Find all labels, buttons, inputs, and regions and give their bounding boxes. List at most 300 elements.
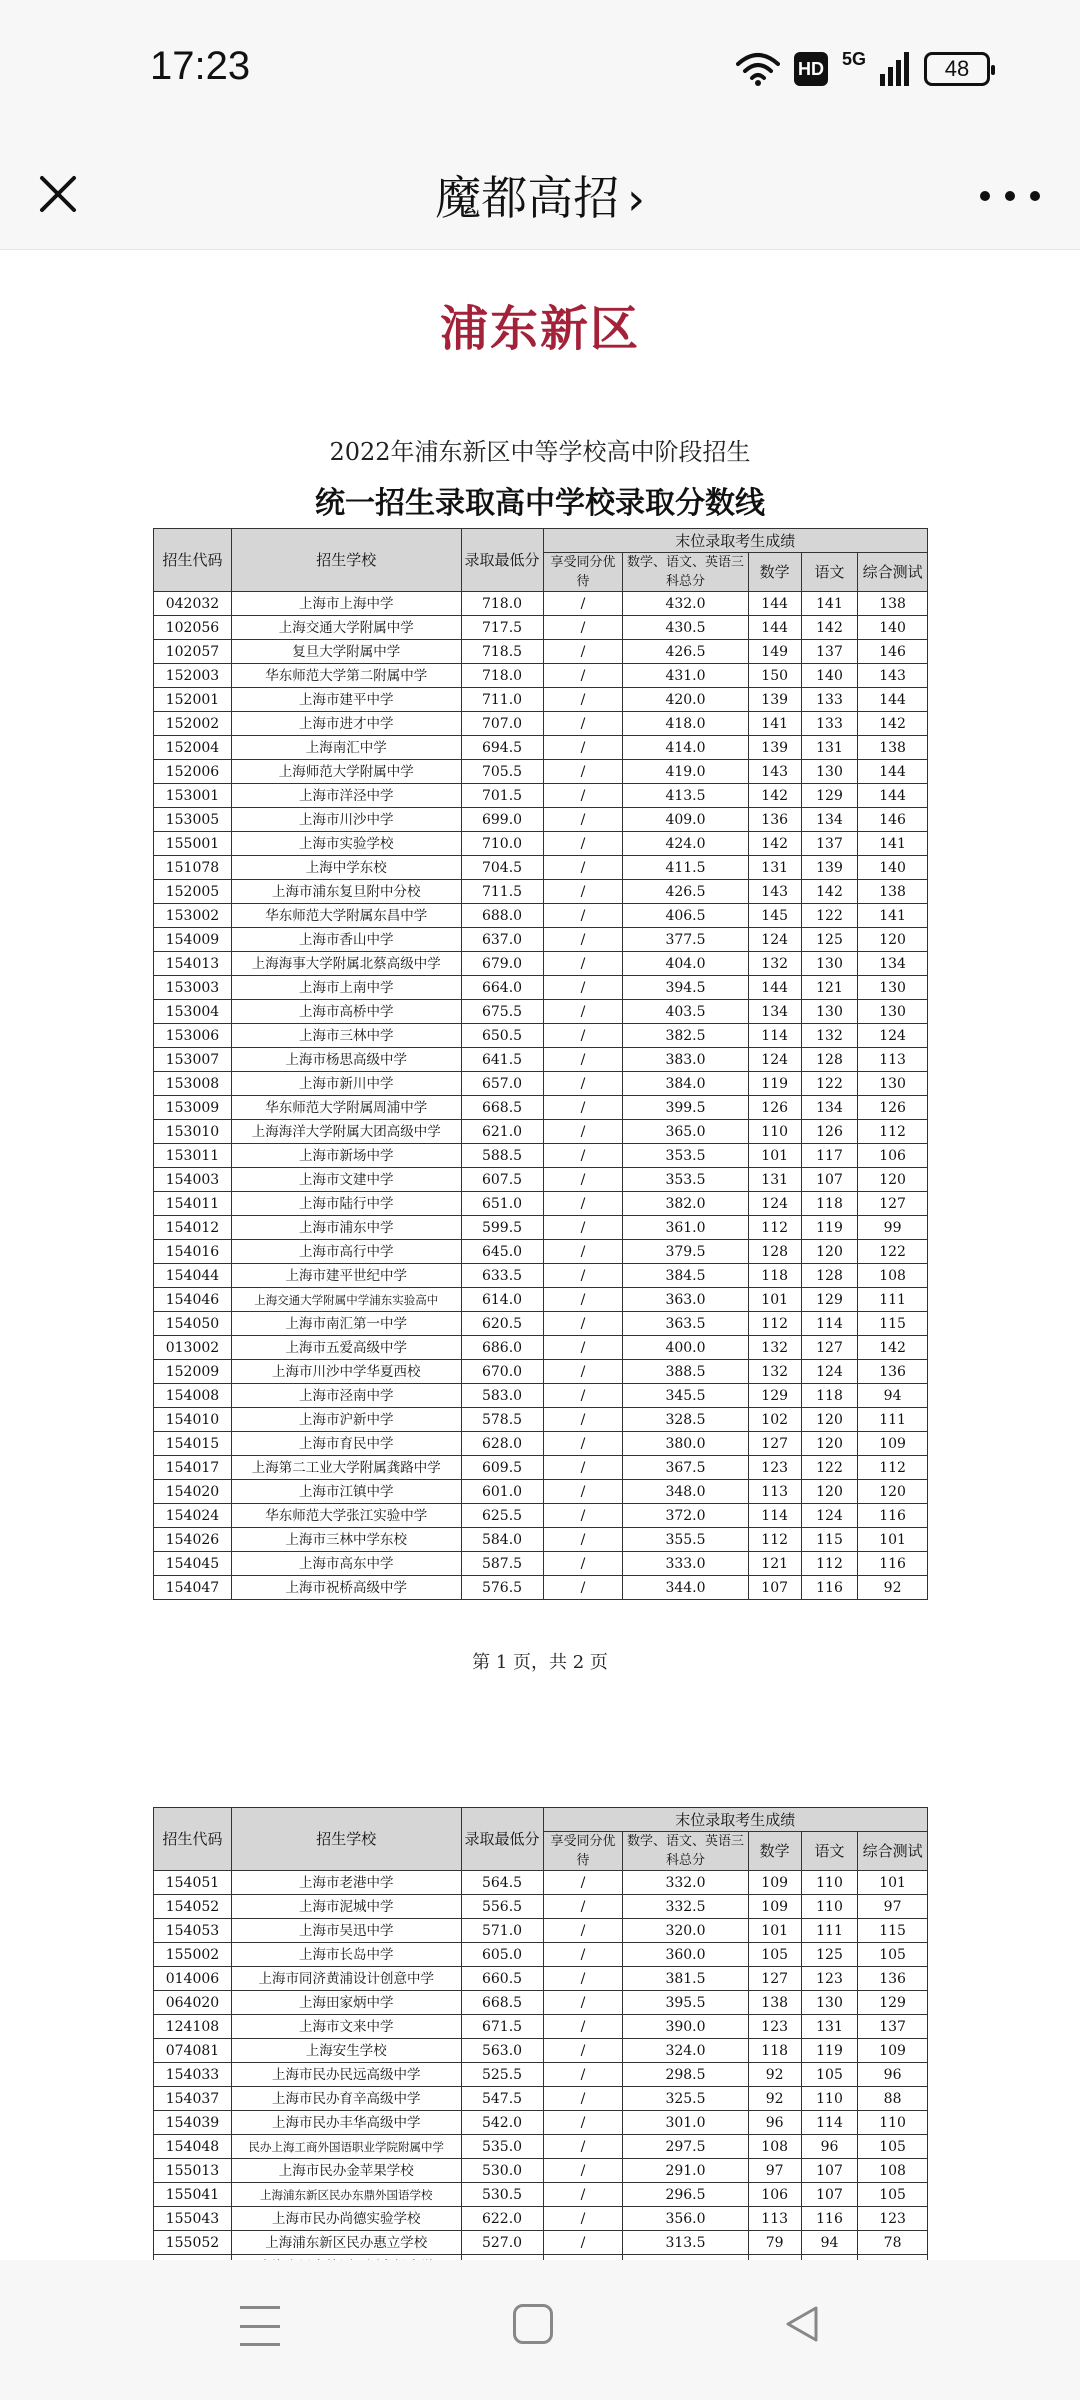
row-chinese: 120 <box>801 1480 857 1504</box>
row-priority: / <box>543 1000 623 1024</box>
row-code: 155043 <box>154 2207 232 2231</box>
row-school: 上海交通大学附属中学 <box>231 616 461 640</box>
row-school: 上海南汇中学 <box>231 736 461 760</box>
row-min-score: 620.5 <box>461 1312 543 1336</box>
header-min-score: 录取最低分 <box>461 1808 543 1871</box>
row-priority: / <box>543 664 623 688</box>
row-priority: / <box>543 2231 623 2255</box>
row-priority: / <box>543 1312 623 1336</box>
row-composite: 105 <box>858 2135 928 2159</box>
row-min-score: 657.0 <box>461 1072 543 1096</box>
table-row <box>154 1504 928 1528</box>
row-code: 153002 <box>154 904 232 928</box>
row-min-score: 705.5 <box>461 760 543 784</box>
row-school: 上海市实验学校 <box>231 832 461 856</box>
row-min-score: 688.0 <box>461 904 543 928</box>
row-math: 79 <box>748 2231 801 2255</box>
row-composite: 127 <box>858 1192 928 1216</box>
row-three-total: 301.0 <box>623 2111 748 2135</box>
row-school: 上海市高行中学 <box>231 1240 461 1264</box>
row-priority: / <box>543 1504 623 1528</box>
row-math: 124 <box>748 1192 801 1216</box>
table-row <box>154 2087 928 2111</box>
row-min-score: 670.0 <box>461 1360 543 1384</box>
table-row <box>154 1096 928 1120</box>
row-math: 149 <box>748 640 801 664</box>
row-composite: 122 <box>858 1240 928 1264</box>
table-row <box>154 1168 928 1192</box>
row-three-total: 403.5 <box>623 1000 748 1024</box>
row-composite: 142 <box>858 712 928 736</box>
row-chinese: 134 <box>801 808 857 832</box>
row-three-total: 361.0 <box>623 1216 748 1240</box>
row-chinese: 123 <box>801 1967 857 1991</box>
row-min-score: 530.5 <box>461 2183 543 2207</box>
row-priority: / <box>543 832 623 856</box>
row-code: 013002 <box>154 1336 232 1360</box>
row-min-score: 718.0 <box>461 664 543 688</box>
row-chinese: 124 <box>801 1504 857 1528</box>
table-row <box>154 2135 928 2159</box>
row-chinese: 122 <box>801 1456 857 1480</box>
row-min-score: 609.5 <box>461 1456 543 1480</box>
row-composite: 141 <box>858 904 928 928</box>
document-title: 统一招生录取高中学校录取分数线 <box>315 486 765 521</box>
row-three-total: 388.5 <box>623 1360 748 1384</box>
row-three-total: 345.5 <box>623 1384 748 1408</box>
row-chinese: 94 <box>801 2231 857 2255</box>
row-min-score: 527.0 <box>461 2231 543 2255</box>
row-school: 上海市老港中学 <box>231 1871 461 1895</box>
row-composite: 138 <box>858 880 928 904</box>
row-priority: / <box>543 1216 623 1240</box>
row-composite: 78 <box>858 2231 928 2255</box>
row-three-total: 424.0 <box>623 832 748 856</box>
row-school: 上海市新川中学 <box>231 1072 461 1096</box>
row-math: 144 <box>748 616 801 640</box>
header-composite: 综合测试 <box>858 553 928 592</box>
row-math: 101 <box>748 1144 801 1168</box>
row-code: 152004 <box>154 736 232 760</box>
row-three-total: 298.5 <box>623 2063 748 2087</box>
table-row <box>154 1240 928 1264</box>
row-math: 119 <box>748 1072 801 1096</box>
row-min-score: 587.5 <box>461 1552 543 1576</box>
row-composite: 112 <box>858 1120 928 1144</box>
row-chinese: 111 <box>801 1919 857 1943</box>
row-math: 123 <box>748 2015 801 2039</box>
header-priority: 享受同分优待 <box>543 553 623 592</box>
table-row <box>154 2015 928 2039</box>
table-row <box>154 832 928 856</box>
table-row <box>154 880 928 904</box>
row-school: 上海市民办尚德实验学校 <box>231 2207 461 2231</box>
row-school: 上海安生学校 <box>231 2039 461 2063</box>
row-composite: 120 <box>858 1168 928 1192</box>
row-school: 上海市高东中学 <box>231 1552 461 1576</box>
table-row <box>154 1528 928 1552</box>
row-school: 上海市文来中学 <box>231 2015 461 2039</box>
row-chinese: 126 <box>801 1120 857 1144</box>
row-code: 154016 <box>154 1240 232 1264</box>
row-school: 民办上海工商外国语职业学院附属中学 <box>231 2135 461 2159</box>
table-row <box>154 2207 928 2231</box>
row-composite: 120 <box>858 928 928 952</box>
title-bar <box>0 140 1080 250</box>
more-options-button[interactable] <box>980 176 1040 216</box>
system-nav-bar <box>0 2260 1080 2400</box>
row-priority: / <box>543 1144 623 1168</box>
row-three-total: 384.0 <box>623 1072 748 1096</box>
row-three-total: 313.5 <box>623 2231 748 2255</box>
row-code: 154024 <box>154 1504 232 1528</box>
row-three-total: 372.0 <box>623 1504 748 1528</box>
row-min-score: 633.5 <box>461 1264 543 1288</box>
row-three-total: 418.0 <box>623 712 748 736</box>
row-chinese: 134 <box>801 1096 857 1120</box>
row-three-total: 325.5 <box>623 2087 748 2111</box>
header-chinese: 语文 <box>801 1832 857 1871</box>
row-three-total: 404.0 <box>623 952 748 976</box>
table-row <box>154 1967 928 1991</box>
row-priority: / <box>543 1360 623 1384</box>
row-code: 154044 <box>154 1264 232 1288</box>
row-priority: / <box>543 1919 623 1943</box>
row-code: 154039 <box>154 2111 232 2135</box>
header-code: 招生代码 <box>154 1808 232 1871</box>
row-math: 136 <box>748 808 801 832</box>
row-math: 107 <box>748 1576 801 1600</box>
row-school: 上海浦东新区民办东鼎外国语学校 <box>231 2183 461 2207</box>
row-school: 上海市吴迅中学 <box>231 1919 461 1943</box>
row-school: 上海市上南中学 <box>231 976 461 1000</box>
row-code: 154011 <box>154 1192 232 1216</box>
table-row <box>154 1408 928 1432</box>
row-composite: 101 <box>858 1871 928 1895</box>
row-chinese: 131 <box>801 736 857 760</box>
row-min-score: 650.5 <box>461 1024 543 1048</box>
row-min-score: 605.0 <box>461 1943 543 1967</box>
row-priority: / <box>543 592 623 616</box>
row-math: 92 <box>748 2063 801 2087</box>
row-code: 154047 <box>154 1576 232 1600</box>
row-chinese: 117 <box>801 1144 857 1168</box>
row-math: 134 <box>748 1000 801 1024</box>
row-min-score: 704.5 <box>461 856 543 880</box>
row-math: 108 <box>748 2135 801 2159</box>
table-row <box>154 1943 928 1967</box>
row-priority: / <box>543 1528 623 1552</box>
table-row <box>154 2111 928 2135</box>
row-math: 101 <box>748 1919 801 1943</box>
row-chinese: 96 <box>801 2135 857 2159</box>
row-math: 131 <box>748 1168 801 1192</box>
row-chinese: 110 <box>801 2087 857 2111</box>
table-row <box>154 1384 928 1408</box>
row-school: 华东师范大学张江实验中学 <box>231 1504 461 1528</box>
row-code: 154045 <box>154 1552 232 1576</box>
hd-badge: HD <box>794 52 828 86</box>
row-three-total: 320.0 <box>623 1919 748 1943</box>
row-code: 152001 <box>154 688 232 712</box>
row-three-total: 324.0 <box>623 2039 748 2063</box>
header-math: 数学 <box>748 553 801 592</box>
row-priority: / <box>543 1432 623 1456</box>
row-priority: / <box>543 2015 623 2039</box>
more-dot-icon <box>1005 191 1015 201</box>
row-composite: 129 <box>858 1991 928 2015</box>
row-code: 154026 <box>154 1528 232 1552</box>
row-min-score: 668.5 <box>461 1991 543 2015</box>
row-math: 121 <box>748 1552 801 1576</box>
row-chinese: 137 <box>801 832 857 856</box>
row-priority: / <box>543 952 623 976</box>
row-composite: 138 <box>858 592 928 616</box>
row-school: 上海市民办育辛高级中学 <box>231 2087 461 2111</box>
back-button[interactable] <box>780 2302 824 2346</box>
row-priority: / <box>543 2135 623 2159</box>
row-code: 154012 <box>154 1216 232 1240</box>
district-title: 浦东新区 <box>439 301 640 357</box>
row-chinese: 122 <box>801 1072 857 1096</box>
row-composite: 96 <box>858 2063 928 2087</box>
row-school: 上海市南汇第一中学 <box>231 1312 461 1336</box>
home-button[interactable] <box>513 2304 553 2344</box>
row-composite: 111 <box>858 1288 928 1312</box>
row-min-score: 530.0 <box>461 2159 543 2183</box>
row-chinese: 114 <box>801 1312 857 1336</box>
row-code: 154008 <box>154 1384 232 1408</box>
row-min-score: 599.5 <box>461 1216 543 1240</box>
table-row <box>154 784 928 808</box>
row-min-score: 711.5 <box>461 880 543 904</box>
row-chinese: 120 <box>801 1408 857 1432</box>
row-math: 106 <box>748 2183 801 2207</box>
row-chinese: 114 <box>801 2111 857 2135</box>
row-school: 上海市陆行中学 <box>231 1192 461 1216</box>
table-row <box>154 2231 928 2255</box>
row-code: 154003 <box>154 1168 232 1192</box>
row-chinese: 140 <box>801 664 857 688</box>
row-math: 138 <box>748 1991 801 2015</box>
row-priority: / <box>543 1384 623 1408</box>
row-code: 154053 <box>154 1919 232 1943</box>
header-min-score: 录取最低分 <box>461 529 543 592</box>
row-school: 华东师范大学附属东昌中学 <box>231 904 461 928</box>
header-chinese: 语文 <box>801 553 857 592</box>
row-three-total: 355.5 <box>623 1528 748 1552</box>
row-min-score: 563.0 <box>461 2039 543 2063</box>
row-chinese: 118 <box>801 1192 857 1216</box>
row-school: 上海第二工业大学附属龚路中学 <box>231 1456 461 1480</box>
row-school: 上海市杨思高级中学 <box>231 1048 461 1072</box>
row-chinese: 131 <box>801 2015 857 2039</box>
row-three-total: 296.5 <box>623 2183 748 2207</box>
row-composite: 138 <box>858 736 928 760</box>
row-school: 华东师范大学附属周浦中学 <box>231 1096 461 1120</box>
status-bar <box>0 0 1080 140</box>
back-icon <box>780 2302 824 2346</box>
row-min-score: 535.0 <box>461 2135 543 2159</box>
row-min-score: 660.5 <box>461 1967 543 1991</box>
row-chinese: 141 <box>801 592 857 616</box>
row-min-score: 679.0 <box>461 952 543 976</box>
row-three-total: 395.5 <box>623 1991 748 2015</box>
row-code: 014006 <box>154 1967 232 1991</box>
row-priority: / <box>543 2207 623 2231</box>
row-math: 124 <box>748 1048 801 1072</box>
row-priority: / <box>543 1408 623 1432</box>
table-row <box>154 1871 928 1895</box>
header-priority: 享受同分优待 <box>543 1832 623 1871</box>
row-priority: / <box>543 688 623 712</box>
row-code: 155041 <box>154 2183 232 2207</box>
row-code: 152009 <box>154 1360 232 1384</box>
row-composite: 123 <box>858 2207 928 2231</box>
wifi-icon <box>736 52 780 86</box>
row-three-total: 413.5 <box>623 784 748 808</box>
row-school: 上海市三林中学 <box>231 1024 461 1048</box>
row-composite: 105 <box>858 1943 928 1967</box>
row-min-score: 699.0 <box>461 808 543 832</box>
account-title-link[interactable] <box>0 162 1080 228</box>
row-math: 129 <box>748 1384 801 1408</box>
row-priority: / <box>543 2087 623 2111</box>
header-code: 招生代码 <box>154 529 232 592</box>
row-three-total: 419.0 <box>623 760 748 784</box>
row-code: 155001 <box>154 832 232 856</box>
row-three-total: 332.5 <box>623 1895 748 1919</box>
row-school: 上海市洋泾中学 <box>231 784 461 808</box>
row-priority: / <box>543 1336 623 1360</box>
table-row <box>154 1144 928 1168</box>
table-row <box>154 640 928 664</box>
row-priority: / <box>543 1456 623 1480</box>
row-school: 上海海事大学附属北蔡高级中学 <box>231 952 461 976</box>
row-priority: / <box>543 1072 623 1096</box>
table-row <box>154 1288 928 1312</box>
row-composite: 108 <box>858 2159 928 2183</box>
row-chinese: 142 <box>801 616 857 640</box>
row-math: 143 <box>748 880 801 904</box>
row-min-score: 686.0 <box>461 1336 543 1360</box>
row-school: 上海师范大学附属中学 <box>231 760 461 784</box>
row-code: 153005 <box>154 808 232 832</box>
row-three-total: 431.0 <box>623 664 748 688</box>
row-priority: / <box>543 904 623 928</box>
menu-icon <box>240 2325 280 2328</box>
header-three-total: 数学、语文、英语三科总分 <box>623 1832 748 1871</box>
row-code: 153010 <box>154 1120 232 1144</box>
table-row <box>154 2039 928 2063</box>
row-composite: 94 <box>858 1384 928 1408</box>
row-chinese: 130 <box>801 1000 857 1024</box>
row-composite: 140 <box>858 616 928 640</box>
row-chinese: 142 <box>801 880 857 904</box>
row-math: 109 <box>748 1895 801 1919</box>
row-composite: 144 <box>858 688 928 712</box>
row-composite: 142 <box>858 1336 928 1360</box>
menu-icon <box>240 2306 280 2309</box>
row-school: 华东师范大学第二附属中学 <box>231 664 461 688</box>
row-priority: / <box>543 808 623 832</box>
row-school: 上海市育民中学 <box>231 1432 461 1456</box>
battery-level: 48 <box>944 56 970 81</box>
row-min-score: 601.0 <box>461 1480 543 1504</box>
row-three-total: 363.0 <box>623 1288 748 1312</box>
table-row <box>154 1312 928 1336</box>
row-math: 102 <box>748 1408 801 1432</box>
table-row <box>154 1895 928 1919</box>
row-min-score: 583.0 <box>461 1384 543 1408</box>
row-math: 101 <box>748 1288 801 1312</box>
header-three-total: 数学、语文、英语三科总分 <box>623 553 748 592</box>
row-school: 上海中学东校 <box>231 856 461 880</box>
row-min-score: 675.5 <box>461 1000 543 1024</box>
table-row <box>154 952 928 976</box>
row-three-total: 426.5 <box>623 880 748 904</box>
row-composite: 92 <box>858 1576 928 1600</box>
row-composite: 134 <box>858 952 928 976</box>
row-composite: 105 <box>858 2183 928 2207</box>
row-math: 118 <box>748 1264 801 1288</box>
row-composite: 101 <box>858 1528 928 1552</box>
header-math: 数学 <box>748 1832 801 1871</box>
table-row <box>154 1000 928 1024</box>
row-min-score: 628.0 <box>461 1432 543 1456</box>
table-row <box>154 1360 928 1384</box>
score-table-page-2 <box>153 1807 928 2279</box>
row-three-total: 328.5 <box>623 1408 748 1432</box>
row-math: 132 <box>748 952 801 976</box>
menu-icon <box>240 2343 280 2346</box>
row-min-score: 671.5 <box>461 2015 543 2039</box>
row-chinese: 112 <box>801 1552 857 1576</box>
recent-apps-button[interactable] <box>240 2306 280 2346</box>
row-math: 114 <box>748 1504 801 1528</box>
row-school: 复旦大学附属中学 <box>231 640 461 664</box>
row-code: 154046 <box>154 1288 232 1312</box>
row-composite: 108 <box>858 1264 928 1288</box>
row-min-score: 607.5 <box>461 1168 543 1192</box>
row-three-total: 426.5 <box>623 640 748 664</box>
row-min-score: 576.5 <box>461 1576 543 1600</box>
status-icons <box>736 48 990 86</box>
row-three-total: 344.0 <box>623 1576 748 1600</box>
row-code: 155052 <box>154 2231 232 2255</box>
row-three-total: 379.5 <box>623 1240 748 1264</box>
row-school: 上海市文建中学 <box>231 1168 461 1192</box>
row-math: 112 <box>748 1216 801 1240</box>
row-min-score: 525.5 <box>461 2063 543 2087</box>
row-min-score: 614.0 <box>461 1288 543 1312</box>
table-row <box>154 712 928 736</box>
row-three-total: 406.5 <box>623 904 748 928</box>
article-content[interactable] <box>0 250 1080 2260</box>
row-min-score: 718.0 <box>461 592 543 616</box>
header-school: 招生学校 <box>231 529 461 592</box>
row-chinese: 118 <box>801 1384 857 1408</box>
row-code: 153004 <box>154 1000 232 1024</box>
row-priority: / <box>543 760 623 784</box>
network-label: 5G <box>841 48 866 69</box>
row-three-total: 380.0 <box>623 1432 748 1456</box>
row-three-total: 420.0 <box>623 688 748 712</box>
row-three-total: 353.5 <box>623 1144 748 1168</box>
row-school: 上海市泥城中学 <box>231 1895 461 1919</box>
row-school: 上海市民办民远高级中学 <box>231 2063 461 2087</box>
row-composite: 88 <box>858 2087 928 2111</box>
